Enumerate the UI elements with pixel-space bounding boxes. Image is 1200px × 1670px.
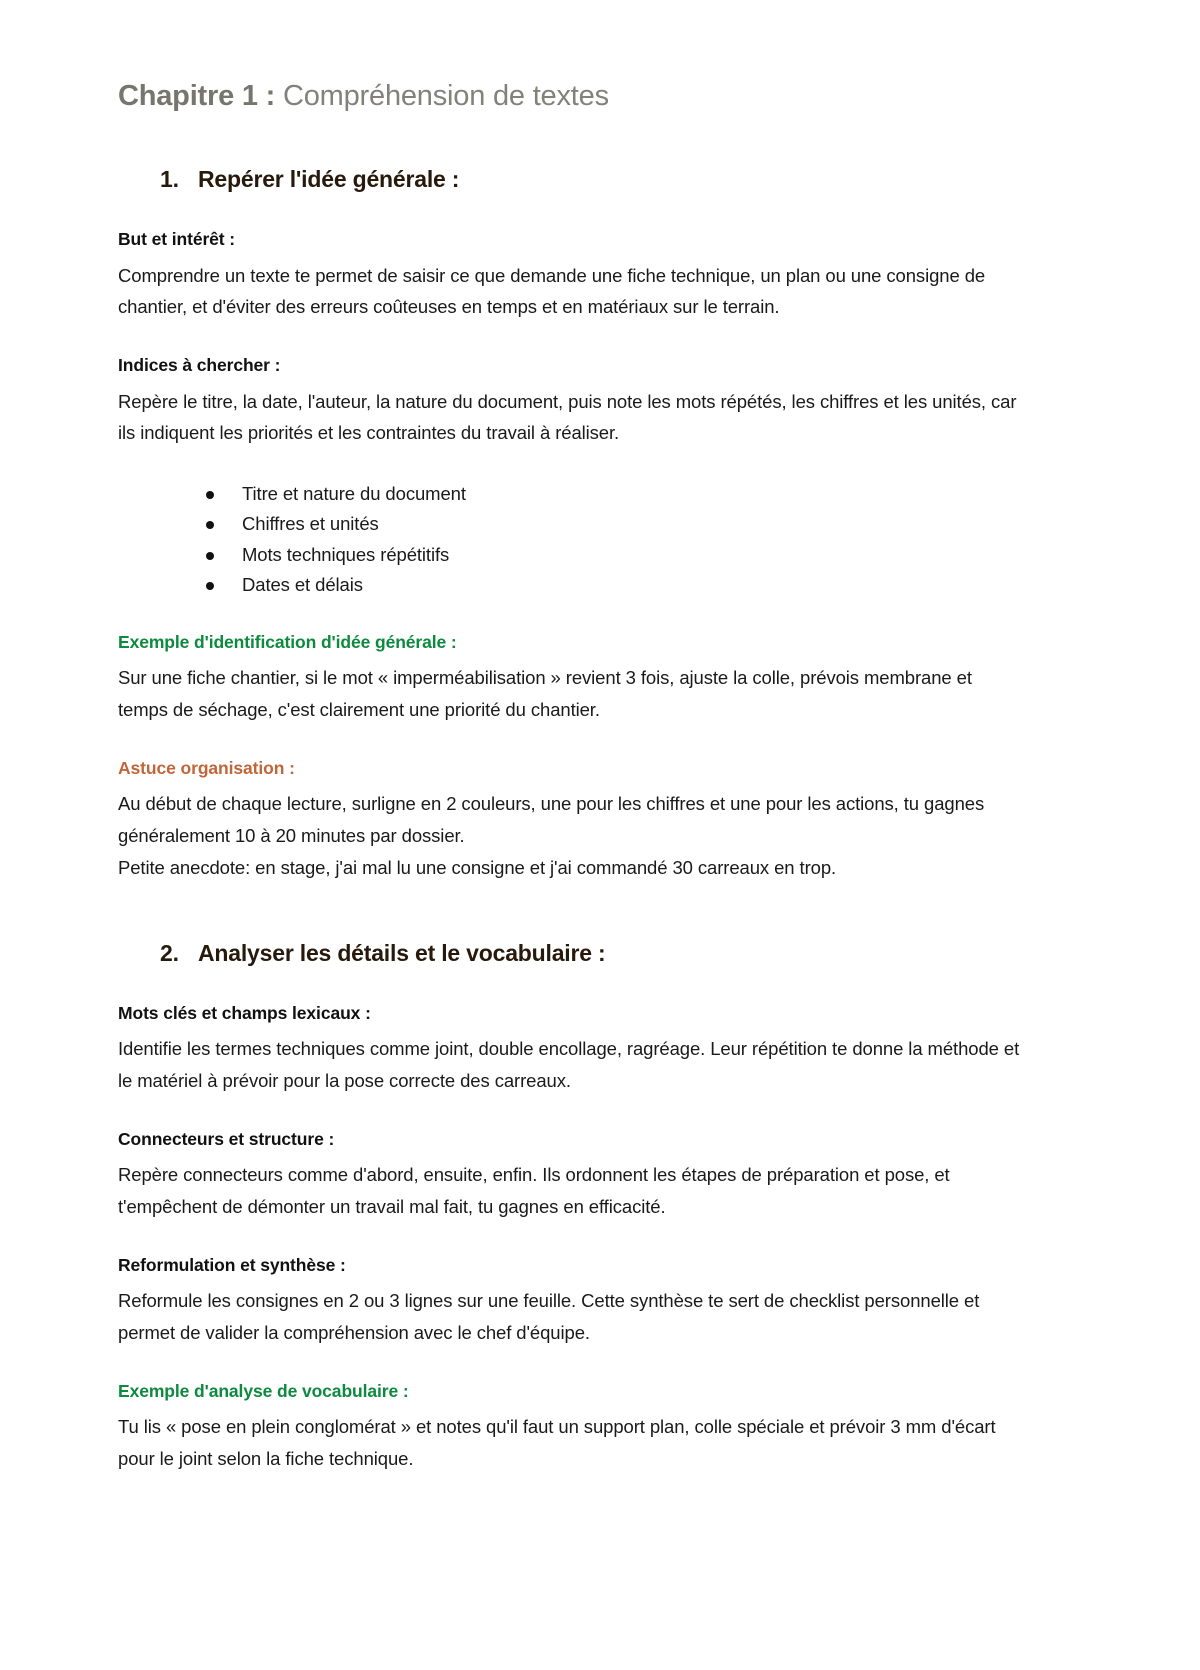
block-paragraph: Repère connecteurs comme d'abord, ensuite, enfin. Ils ordonnent les étapes de préparation et pose, et t'empêchent de démonter un travail mal fait, tu gagnes en efficacité. (118, 1164, 950, 1217)
block-heading: Indices à chercher : (118, 355, 281, 376)
block-connecteurs-structure (118, 1127, 1080, 1223)
block-exemple-analyse-vocabulaire (118, 1379, 1080, 1475)
block-reformulation-synthese (118, 1253, 1080, 1349)
block-astuce-organisation (118, 756, 1080, 884)
block-mots-cles (118, 1001, 1080, 1097)
list-item: Mots techniques répétitifs (206, 540, 1080, 570)
section-heading-2 (118, 940, 1080, 967)
block-paragraph: Reformule les consignes en 2 ou 3 lignes sur une feuille. Cette synthèse te sert de checklist personnelle et permet de valider la compréhension avec le chef d'équipe. (118, 1290, 980, 1343)
indices-bullet-list (118, 479, 1080, 600)
page-title (118, 78, 1080, 114)
block-heading-accent-orange: Astuce organisation : (118, 757, 295, 778)
block-heading-accent-green: Exemple d'identification d'idée générale : (118, 631, 457, 652)
block-heading: Mots clés et champs lexicaux : (118, 1002, 371, 1023)
block-heading-accent-green: Exemple d'analyse de vocabulaire : (118, 1380, 409, 1401)
block-but-et-interet (118, 227, 1080, 323)
list-item: Chiffres et unités (206, 509, 1080, 539)
block-heading: But et intérêt : (118, 229, 236, 250)
chapter-subject: Compréhension de textes (283, 80, 609, 112)
section-title-2: Analyser les détails et le vocabulaire : (198, 939, 606, 966)
section-number-1: 1. (160, 166, 179, 193)
list-item: Dates et délais (206, 570, 1080, 600)
block-indices-a-chercher (118, 353, 1080, 449)
block-heading: Reformulation et synthèse : (118, 1254, 346, 1275)
block-paragraph: Au début de chaque lecture, surligne en 2 couleurs, une pour les chiffres et une pour les actions, tu gagnes généralement 10 à 20 minutes par dossier. (118, 793, 985, 846)
chapter-label: Chapitre 1 : (118, 80, 276, 112)
block-paragraph-anecdote: Petite anecdote: en stage, j'ai mal lu une consigne et j'ai commandé 30 carreaux en trop. (118, 856, 837, 878)
section-title-1: Repérer l'idée générale : (198, 166, 460, 193)
list-item: Titre et nature du document (206, 479, 1080, 509)
block-paragraph: Identifie les termes techniques comme joint, double encollage, ragréage. Leur répétition te donne la méthode et le matériel à prévoir pour la pose correcte des carreaux. (118, 1038, 1020, 1091)
section-heading-1 (118, 166, 1080, 193)
block-paragraph: Repère le titre, la date, l'auteur, la nature du document, puis note les mots répétés, les chiffres et les unités, car ils indiquent les priorités et les contraintes du travail à réaliser. (118, 390, 1017, 444)
block-heading: Connecteurs et structure : (118, 1128, 335, 1149)
block-paragraph: Comprendre un texte te permet de saisir ce que demande une fiche technique, un plan ou une consigne de chantier, et d'éviter des erreurs coûteuses en temps et en matériaux sur le terrain. (118, 264, 986, 318)
block-paragraph: Tu lis « pose en plein conglomérat » et notes qu'il faut un support plan, colle spéciale et prévoir 3 mm d'écart pour le joint selon la fiche technique. (118, 1416, 996, 1469)
section-number-2: 2. (160, 939, 179, 966)
block-exemple-identification (118, 630, 1080, 726)
block-paragraph: Sur une fiche chantier, si le mot « imperméabilisation » revient 3 fois, ajuste la colle, prévois membrane et temps de séchage, c'est clairement une priorité du chantier. (118, 667, 972, 720)
